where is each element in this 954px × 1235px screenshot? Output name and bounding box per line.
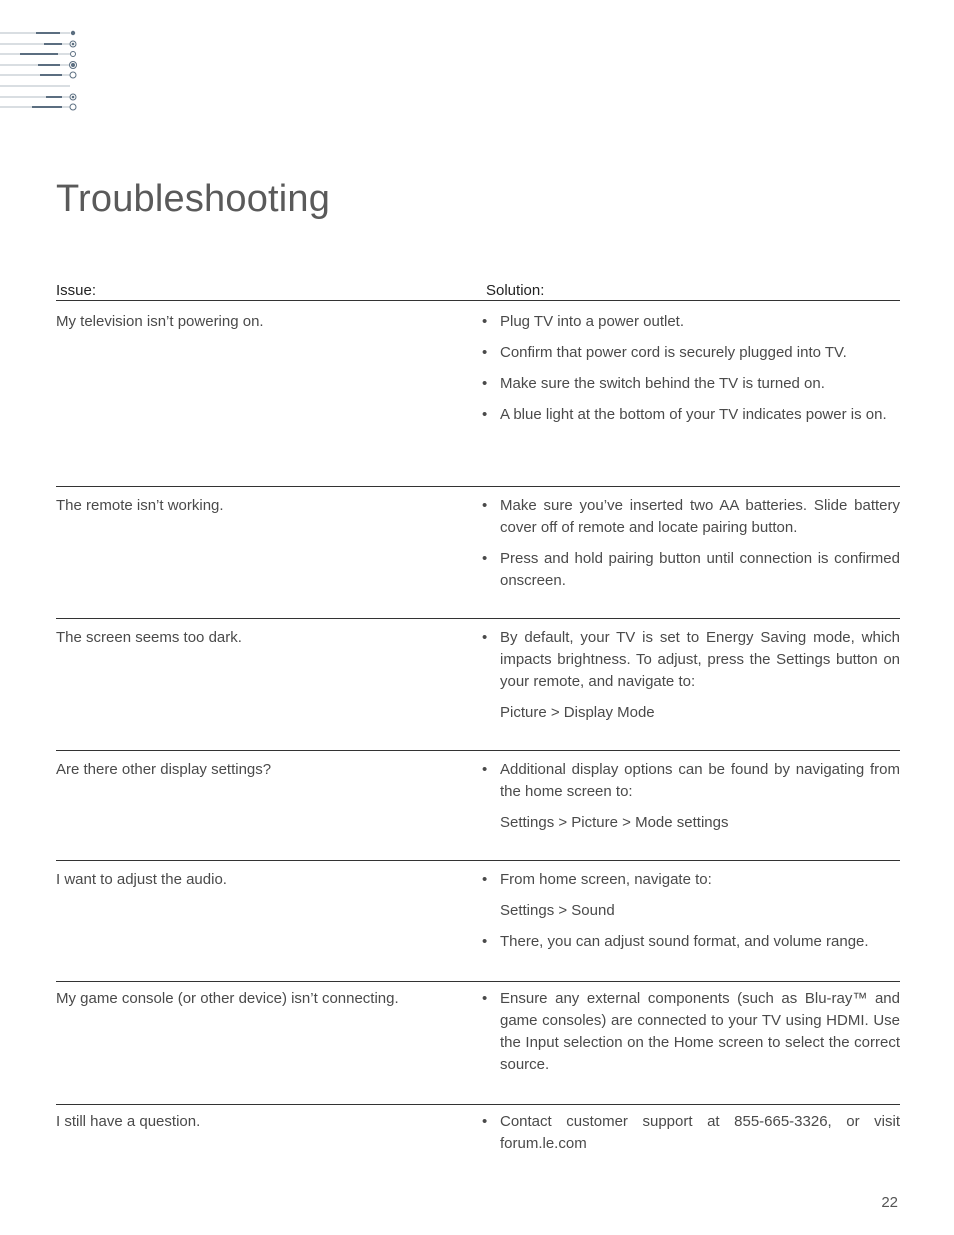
solution-cell bbox=[480, 1111, 900, 1164]
table-row bbox=[56, 301, 900, 487]
page-number: 22 bbox=[881, 1194, 898, 1211]
bullet-icon: • bbox=[482, 871, 488, 888]
solution-bullet: • Press and hold pairing button until connection is confirmed onscreen. bbox=[482, 550, 900, 589]
table-row bbox=[56, 487, 900, 619]
troubleshooting-table bbox=[56, 282, 900, 1175]
solution-cell bbox=[480, 759, 900, 843]
issue-text: I still have a question. bbox=[56, 1113, 201, 1130]
bullet-icon: • bbox=[482, 629, 488, 646]
solution-column-header: Solution: bbox=[486, 282, 545, 299]
menu-path: Picture > Display Mode bbox=[500, 704, 655, 721]
solution-bullet: • Additional display options can be found by navigating from the home screen to: bbox=[482, 761, 900, 800]
solution-cell bbox=[480, 311, 900, 435]
issue-text: My television isn’t powering on. bbox=[56, 313, 264, 330]
table-row bbox=[56, 861, 900, 982]
menu-path: Settings > Sound bbox=[500, 902, 615, 919]
issue-text: I want to adjust the audio. bbox=[56, 871, 227, 888]
bullet-icon: • bbox=[482, 497, 488, 514]
issue-column-header: Issue: bbox=[56, 282, 97, 299]
solution-bullet: • Plug TV into a power outlet. bbox=[480, 311, 900, 333]
issue-text: The screen seems too dark. bbox=[56, 629, 242, 646]
bullet-icon: • bbox=[482, 344, 488, 361]
menu-path: Settings > Picture > Mode settings bbox=[500, 814, 729, 831]
bullet-icon: • bbox=[482, 375, 488, 392]
solution-cell bbox=[480, 627, 900, 733]
bullet-icon: • bbox=[482, 1113, 488, 1130]
solution-bullet: • Make sure the switch behind the TV is turned on. bbox=[480, 373, 900, 395]
decorative-lines-graphic bbox=[0, 28, 82, 114]
table-header bbox=[56, 282, 900, 301]
solution-bullet: • Confirm that power cord is securely plugged into TV. bbox=[480, 342, 900, 364]
bullet-icon: • bbox=[482, 990, 488, 1007]
solution-bullet: • By default, your TV is set to Energy Saving mode, which impacts brightness. To adjust, press the Settings button on your remote, and navigate to: bbox=[482, 629, 900, 690]
page-title: Troubleshooting bbox=[56, 178, 331, 220]
table-row bbox=[56, 619, 900, 751]
bullet-icon: • bbox=[482, 313, 488, 330]
solution-bullet: • A blue light at the bottom of your TV indicates power is on. bbox=[480, 404, 900, 426]
bullet-icon: • bbox=[482, 933, 488, 950]
solution-cell bbox=[480, 495, 900, 601]
solution-bullet: • Contact customer support at 855-665-3326, or visit forum.le.com bbox=[482, 1113, 900, 1152]
table-row bbox=[56, 1105, 900, 1175]
issue-text: The remote isn’t working. bbox=[56, 497, 224, 514]
solution-bullet: • Make sure you’ve inserted two AA batteries. Slide battery cover off of remote and locate pairing button. bbox=[482, 497, 900, 536]
bullet-icon: • bbox=[482, 550, 488, 567]
solution-cell bbox=[480, 869, 900, 962]
issue-text: My game console (or other device) isn’t connecting. bbox=[56, 990, 399, 1007]
solution-cell bbox=[480, 988, 900, 1085]
bullet-icon: • bbox=[482, 761, 488, 778]
issue-text: Are there other display settings? bbox=[56, 761, 272, 778]
bullet-icon: • bbox=[482, 406, 488, 423]
table-row bbox=[56, 982, 900, 1105]
table-row bbox=[56, 751, 900, 861]
solution-bullet: • Ensure any external components (such as Blu-ray™ and game consoles) are connected to your TV using HDMI. Use the Input selection on the Home screen to select the correct source. bbox=[482, 990, 900, 1073]
solution-bullet: • From home screen, navigate to: bbox=[480, 869, 900, 891]
solution-bullet: • There, you can adjust sound format, and volume range. bbox=[480, 931, 900, 953]
